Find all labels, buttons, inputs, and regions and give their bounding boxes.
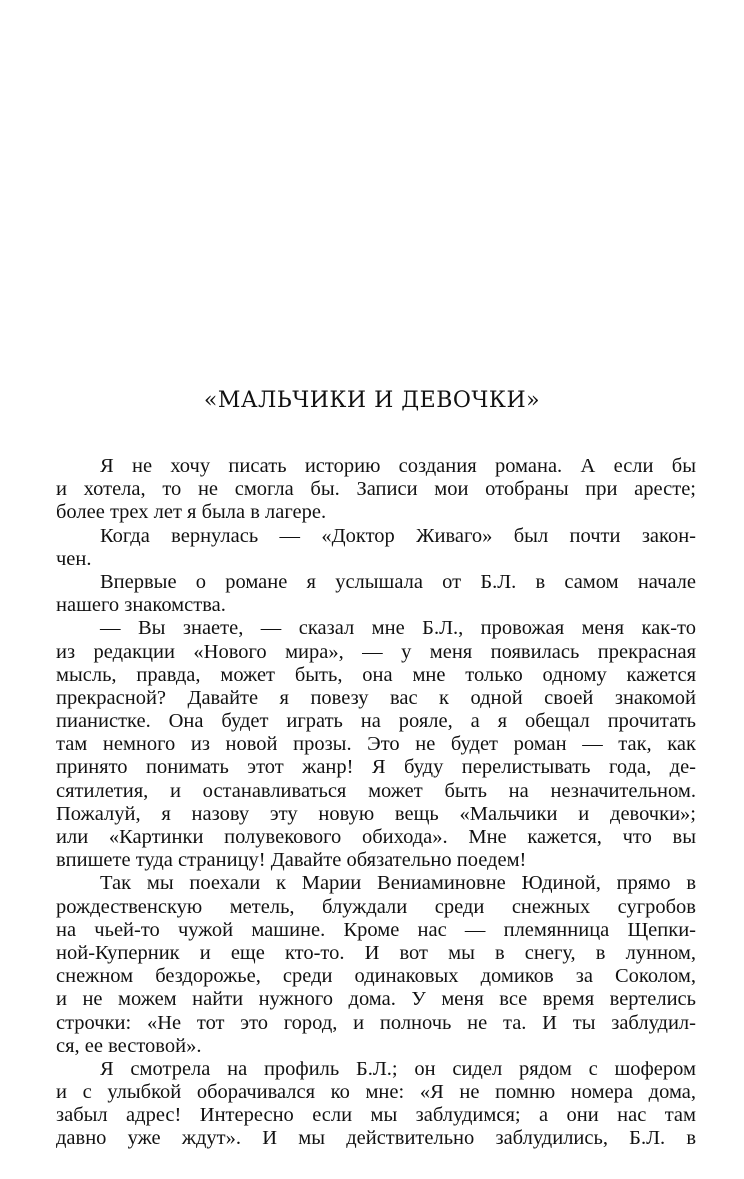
text-line: Пожалуй, я назову эту новую вещь «Мальчики и девочки»;: [56, 802, 696, 825]
text-line: Так мы поехали к Марии Вениаминовне Юдиной, прямо в: [100, 872, 696, 895]
text-line: на чьей-то чужой машине. Кроме нас — племянница Щепки-: [56, 918, 696, 941]
text-line: Я не хочу писать историю создания романа. А если бы: [100, 455, 696, 477]
text-line: нашего знакомства.: [56, 594, 226, 617]
paragraph: [56, 872, 696, 1058]
text-line: пианистке. Она будет играть на рояле, а я обещал прочитать: [56, 710, 696, 733]
text-line: из редакции «Нового мира», — у меня появилась прекрасная: [56, 640, 696, 663]
text-line: сятилетия, и останавливаться может быть на незначительном.: [56, 779, 696, 802]
text-line: — Вы знаете, — сказал мне Б.Л., провожая меня как-то: [100, 617, 696, 640]
paragraph: [56, 1058, 696, 1151]
text-line: и с улыбкой оборачивался ко мне: «Я не помню номера дома,: [56, 1081, 696, 1104]
paragraph: [56, 525, 696, 571]
text-line: строчки: «Не тот это город, и полночь не та. И ты заблудил-: [56, 1011, 696, 1034]
text-line: забыл адрес! Интересно если мы заблудимся; а они нас там: [56, 1104, 696, 1127]
text-line: рождественскую метель, блуждали среди снежных сугробов: [56, 895, 696, 918]
text-line: прекрасной? Давайте я повезу вас к одной своей знакомой: [56, 686, 696, 709]
text-line: там немного из новой прозы. Это не будет роман — так, как: [56, 733, 696, 756]
text-line: давно уже ждут». И мы действительно заблудились, Б.Л. в: [56, 1127, 696, 1150]
text-line: Впервые о романе я услышала от Б.Л. в самом начале: [100, 570, 696, 593]
text-line: ной-Куперник и еще кто-то. И вот мы в снегу, в лунном,: [56, 941, 696, 964]
text-line: ся, ее вестовой».: [56, 1034, 202, 1057]
body-text: [56, 455, 696, 1151]
text-line: и не можем найти нужного дома. У меня все время вертелись: [56, 988, 696, 1011]
text-line: или «Картинки полувекового обихода». Мне кажется, что вы: [56, 826, 696, 848]
text-line: и хотела, то не смогла бы. Записи мои отобраны при аресте;: [56, 478, 696, 501]
text-line: мысль, правда, может быть, она мне только одному кажется: [56, 663, 696, 686]
text-line: чен.: [56, 547, 92, 570]
text-line: впишете туда страницу! Давайте обязательно поедем!: [56, 849, 527, 872]
text-line: Я смотрела на профиль Б.Л.; он сидел рядом с шофером: [100, 1057, 696, 1080]
text-line: Когда вернулась — «Доктор Живаго» был почти закон-: [100, 524, 696, 547]
text-line: снежном бездорожье, среди одинаковых домиков за Соколом,: [56, 965, 696, 988]
paragraph: [56, 617, 696, 872]
chapter-title: «МАЛЬЧИКИ И ДЕВОЧКИ»: [203, 388, 541, 413]
paragraph: [56, 571, 696, 617]
text-line: более трех лет я была в лагере.: [56, 501, 327, 524]
text-line: принято понимать этот жанр! Я буду перелистывать года, де-: [56, 756, 696, 779]
paragraph: [56, 455, 696, 525]
